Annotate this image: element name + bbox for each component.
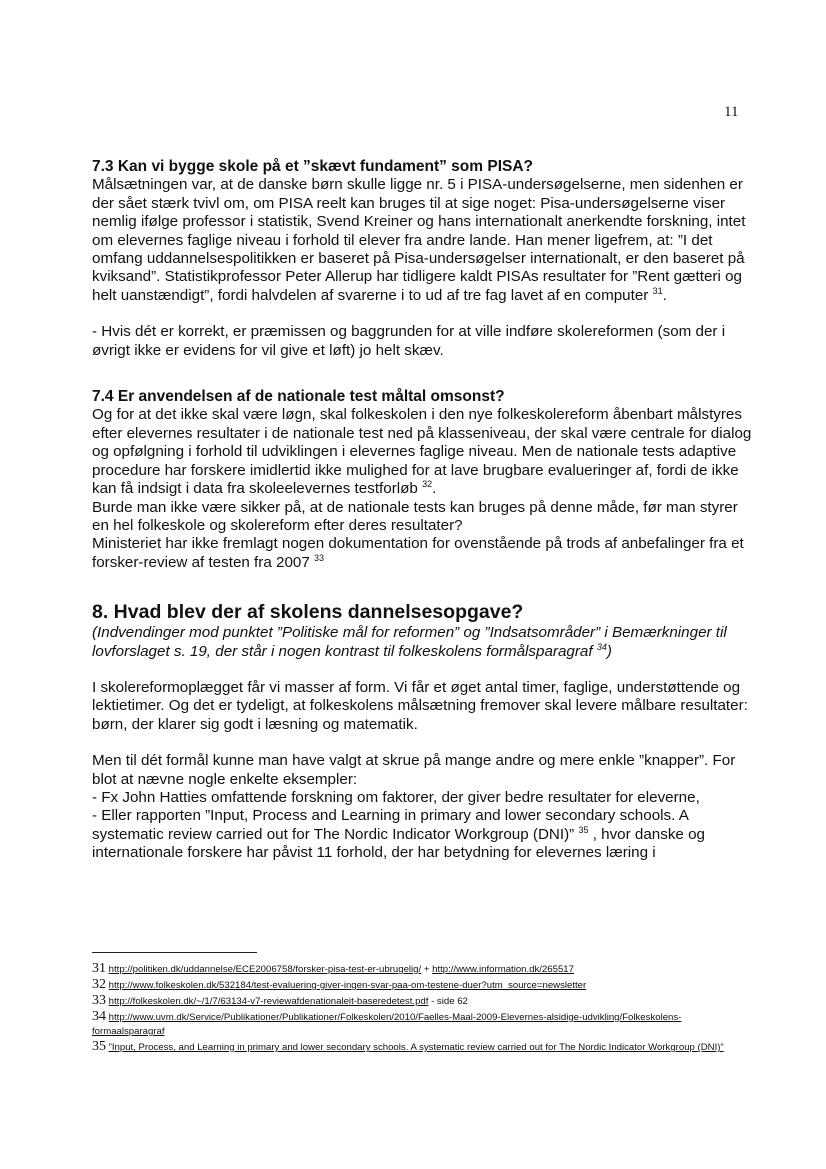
section-7-3-paragraph-2: - Hvis dét er korrekt, er præmissen og baggrunden for at ville indføre skolereformen (som der i øvrigt ikke er evidens for vil give et løft) jo helt skæv.	[92, 323, 726, 359]
footnotes	[92, 962, 752, 1056]
footnote-link[interactable]: ”Input, Process, and Learning in primary and lower secondary schools. A systematic review carried out for The Nordic Indicator Workgroup (DNI)”	[108, 1042, 724, 1053]
footnote-number: 35	[92, 1039, 106, 1054]
footnote-ref-34[interactable]: 34	[596, 641, 607, 652]
section-7-4-heading: 7.4 Er anvendelsen af de nationale test måltal omsonst?	[92, 388, 505, 406]
section-7-3-heading: 7.3 Kan vi bygge skole på et ”skævt fundament” som PISA?	[92, 158, 534, 175]
footnote-link[interactable]: http://politiken.dk/uddannelse/ECE2006758/forsker-pisa-test-er-ubrugelig/	[108, 964, 422, 975]
footnote-ref-33[interactable]: 33	[314, 552, 325, 563]
footnote-link[interactable]: http://www.information.dk/265517	[432, 964, 574, 975]
footnote-number: 33	[92, 993, 106, 1008]
footnote-number: 31	[92, 961, 106, 976]
footnote-35	[92, 1040, 752, 1055]
section-8-bullet-1: - Fx John Hatties omfattende forskning om faktorer, der giver bedre resultater for eleverne,	[92, 788, 700, 806]
section-7-4-paragraph-3: Ministeriet har ikke fremlagt nogen dokumentation for ovenstående på trods af anbefalinger fra et forsker-review af testen fra 2007 $^{33}$	[92, 535, 744, 571]
footnote-ref-35[interactable]: 35	[578, 824, 589, 835]
footnote-32	[92, 978, 752, 993]
footnote-link[interactable]: http://www.folkeskolen.dk/532184/test-evaluering-giver-ingen-svar-paa-om-testene-duer?utm_source=newsletter	[108, 980, 587, 991]
section-7-4-paragraph-1: Og for at det ikke skal være løgn, skal folkeskolen i den nye folkeskolereform åbenbart målstyres efter elevernes resultater i de nationale test ned på klasseniveau, der skal være centrale for dialog og opfølgning i forhold til udviklingen i elevernes faglige niveau. Men de nationale tests adaptive procedure har forskere imidlertid ikke mulighed for at lave brugbare evalueringer af, fordi de ikke kan få indsigt i data fra skoleelevernes testforløb $^{32}$.	[92, 406, 752, 498]
section-8-heading: 8. Hvad blev der af skolens dannelsesopgave?	[92, 601, 524, 624]
section-8-paragraph-1: I skolereformoplægget får vi masser af form. Vi får et øget antal timer, faglige, understøttende og lektietimer. Og det er tydeligt, at folkeskolens målsætning fremover skal levere målbare resultater: børn, der klarer sig godt i læsning og matematik.	[92, 678, 748, 733]
footnote-33: 33 http://folkeskolen.dk/~/1/7/63134-v7-reviewafdenationaleit-baseredetest.pdf - side 62	[92, 993, 468, 1008]
footnote-number: 34	[92, 1009, 106, 1024]
section-8-bullet-2: - Eller rapporten ”Input, Process and Learning in primary and lower secondary schools. A systematic review carried out for The Nordic Indicator Workgroup (DNI)” $^{35}$ , hvor danske og internationale forskere har påvist 11 forhold, der har betydning for elevernes læring i	[92, 807, 705, 862]
footnote-link[interactable]: http://folkeskolen.dk/~/1/7/63134-v7-reviewafdenationaleit-baseredetest.pdf	[108, 996, 429, 1007]
footnote-number: 32	[92, 977, 106, 992]
page-body	[92, 158, 752, 863]
section-7-3-paragraph-1: Målsætningen var, at de danske børn skulle ligge nr. 5 i PISA-undersøgelserne, men sidenhen er der sået stærk tvivl om, om PISA reelt kan bruges til at sige noget: Pisa-undersøgelserne viser nemlig ifølge professor i statistik, Svend Kreiner og hans internationalt anerkendte forskning, intet om elevernes faglige niveau i forhold til elever fra andre lande. Han mener ligefrem, at: ”I det omfang uddannelsespolitikken er baseret på Pisa-undersøgelser internationalt, er den baseret på kviksand”. Statistikprofessor Peter Allerup har tidligere kaldt PISAs resultater for ”Rent gætteri og helt uanstændigt”, fordi halvdelen af svarerne i to ud af tre fag lavet af en computer $^{31}$.	[92, 176, 746, 304]
footnote-separator	[92, 952, 257, 953]
footnote-ref-32[interactable]: 32	[422, 479, 433, 490]
page-number: 11	[724, 104, 739, 120]
footnote-31: 31 http://politiken.dk/uddannelse/ECE2006758/forsker-pisa-test-er-ubrugelig/ + http://www.information.dk/265517	[92, 961, 574, 976]
footnote-34	[92, 1010, 752, 1039]
footnote-ref-31[interactable]: 31	[652, 285, 663, 296]
section-8-paragraph-2: Men til dét formål kunne man have valgt at skrue på mange andre og mere enkle ”knapper”. For blot at nævne nogle enkelte eksempler:	[92, 752, 736, 788]
footnote-link[interactable]: http://www.uvm.dk/Service/Publikationer/Publikationer/Folkeskolen/2010/Faelles-Maal-2009-Elevernes-alsidige-udvikling/Folkeskolens-formaalsparagraf	[92, 1012, 682, 1037]
section-7-4-paragraph-2: Burde man ikke være sikker på, at de nationale tests kan bruges på denne måde, før man styrer en hel folkeskole og skolereform efter deres resultater?	[92, 498, 738, 534]
section-8-subtitle: (Indvendinger mod punktet ”Politiske mål for reformen” og ”Indsatsområder” i Bemærkninger til lovforslaget s. 19, der står i nogen kontrast til folkeskolens formålsparagraf $^{34}$)	[92, 624, 727, 660]
